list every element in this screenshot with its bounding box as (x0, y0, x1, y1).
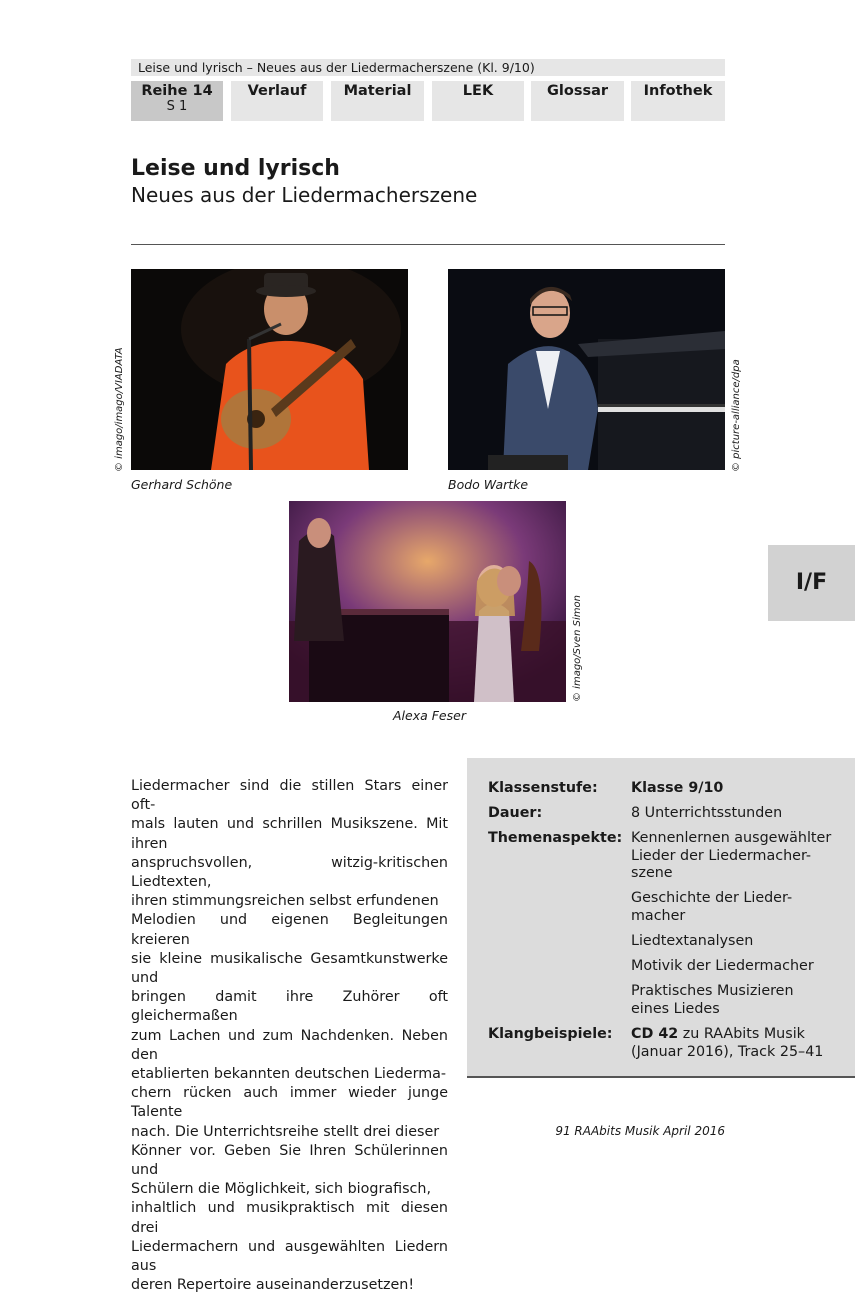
tab-infothek[interactable] (631, 81, 725, 121)
tab-verlauf[interactable] (231, 81, 323, 121)
page-subtitle: Neues aus der Liedermacherszene (131, 183, 478, 207)
credit-gerhard-schoene: © imago/imago/VIADATA (114, 347, 125, 472)
page-title: Leise und lyrisch (131, 156, 340, 181)
intro-line: anspruchsvollen, witzig-kritischen Liedtexten, (131, 854, 448, 891)
intro-line: sie kleine musikalische Gesamtkunstwerke und (131, 950, 448, 987)
tab-lek[interactable] (432, 81, 524, 121)
intro-line: mals lauten und schrillen Musikszene. Mit ihren (131, 816, 448, 852)
intro-line: nach. Die Unterrichtsreihe stellt drei dieser (131, 1123, 440, 1140)
intro-line: chern rücken auch immer wieder junge Talente (131, 1085, 448, 1121)
title-divider (131, 244, 725, 245)
themen-line: Praktisches Musizieren (631, 983, 794, 999)
cd-tracks: (Januar 2016), Track 25–41 (631, 1043, 824, 1060)
info-box (467, 758, 855, 1078)
themen-line: Liedtextanalysen (631, 933, 754, 949)
tab-glossar[interactable] (531, 81, 624, 121)
tab-material[interactable] (331, 81, 424, 121)
tab-material-label: Material (343, 83, 412, 99)
intro-line: Liedermachern und ausgewählten Liedern aus (131, 1238, 448, 1275)
cd-number: CD 42 (631, 1026, 679, 1042)
photo-alexa-feser (289, 501, 566, 702)
cd-source: zu RAAbits Musik (678, 1026, 805, 1042)
page-footer: 91 RAAbits Musik April 2016 (555, 1124, 725, 1138)
intro-line: deren Repertoire auseinanderzusetzen! (131, 1277, 415, 1294)
info-val-dauer: 8 Unterrichtsstunden (631, 805, 783, 821)
intro-line: zum Lachen und zum Nachdenken. Neben den (131, 1027, 448, 1063)
photo-bodo-wartke (448, 269, 725, 470)
info-key-dauer: Dauer: (488, 805, 543, 821)
tab-infothek-label: Infothek (643, 83, 713, 99)
intro-line: etablierten bekannten deutschen Liederma- (131, 1066, 447, 1083)
info-val-klassenstufe: Klasse 9/10 (631, 780, 724, 796)
caption-alexa-feser: Alexa Feser (393, 708, 466, 723)
caption-bodo-wartke: Bodo Wartke (448, 477, 529, 492)
intro-line: inhaltlich und musikpraktisch mit diesen drei (131, 1200, 448, 1236)
info-key-themen: Themenaspekte: (488, 830, 623, 846)
caption-gerhard-schoene: Gerhard Schöne (131, 477, 233, 492)
section-tab-if: I/F (768, 545, 855, 621)
themen-line: Lieder der Liedermacher- (631, 847, 812, 864)
intro-line: Melodien und eigenen Begleitungen kreieren (131, 912, 448, 948)
themen-line: macher (631, 907, 686, 924)
intro-line: Liedermacher sind die stillen Stars einer oft- (131, 778, 448, 814)
intro-text (131, 777, 448, 1295)
credit-alexa-feser: © imago/Sven Simon (572, 595, 583, 702)
tab-reihe-sub: S 1 (166, 99, 188, 114)
info-key-klassenstufe: Klassenstufe: (488, 780, 598, 796)
info-key-klangbeispiele: Klangbeispiele: (488, 1026, 613, 1042)
tab-verlauf-label: Verlauf (247, 83, 307, 99)
tab-glossar-label: Glossar (546, 83, 609, 99)
intro-line: Schülern die Möglichkeit, sich biografisch, (131, 1181, 432, 1198)
themen-line: Motivik der Liedermacher (631, 958, 814, 974)
themen-line: eines Liedes (631, 1000, 720, 1017)
tab-reihe-label: Reihe 14 (141, 83, 213, 99)
themen-line: szene (631, 865, 673, 881)
intro-line: Könner vor. Geben Sie Ihren Schülerinnen und (131, 1142, 448, 1179)
series-title: Leise und lyrisch – Neues aus der Liedermacherszene (Kl. 9/10) (138, 60, 535, 75)
tab-lek-label: LEK (462, 83, 494, 99)
photo-gerhard-schoene (131, 269, 408, 470)
series-title-bar (131, 59, 725, 76)
intro-line: bringen damit ihre Zuhörer oft gleichermaßen (131, 989, 448, 1025)
intro-line: ihren stimmungsreichen selbst erfundenen (131, 893, 439, 910)
credit-bodo-wartke: © picture-alliance/dpa (731, 359, 742, 472)
themen-line: Kennenlernen ausgewählter (631, 830, 832, 846)
themen-line: Geschichte der Lieder- (631, 890, 793, 906)
tab-reihe[interactable] (131, 81, 223, 121)
